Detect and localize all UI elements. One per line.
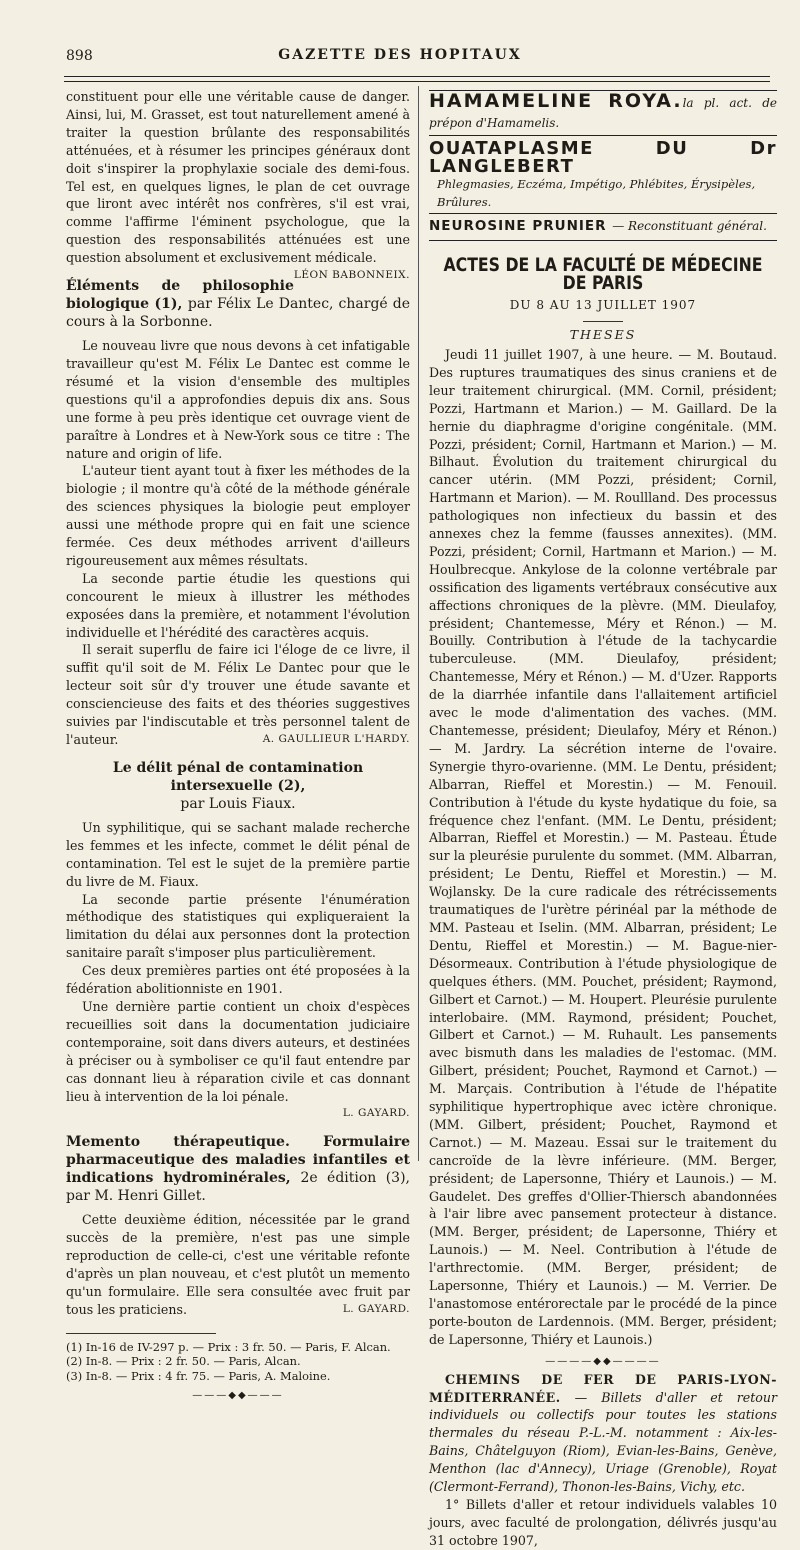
header-rule-thin	[64, 81, 770, 82]
ad-rule	[429, 240, 777, 241]
intro-paragraph: constituent pour elle une véritable cause de danger. Ainsi, lui, M. Grasset, est tout naturellement amené à traiter la question brûlante des responsabilités atténuées, et à résumer les principes généraux dont doit s'inspirer la prophylaxie sociale des demi-fous. Tel est, en quelques lignes, le plan de cet ouvrage que liront avec intérêt nos confrères, s'il est vrai, comme l'affirme l'éminent psychologue, que la question des responsabilités atténuées est une question absolument et exclusivement médicale. LÉON BABONNEIX.	[66, 88, 410, 267]
article-title-philosophie: Éléments de philosophie biologique (1), par Félix Le Dantec, chargé de cours à la Sorbonne.	[66, 278, 410, 331]
signature: L. GAYARD.	[342, 1107, 410, 1120]
column-divider	[418, 86, 419, 1161]
right-column	[429, 88, 777, 1550]
article-title-delit: Le délit pénal de contamination intersexuelle (2), par Louis Fiaux.	[112, 759, 364, 812]
footnote-rule	[66, 1333, 216, 1334]
article-paragraph: Une dernière partie contient un choix d'espèces recueillies soit dans la documentation judiciaire contemporaine, soit dans divers auteurs, et destinées à préciser ou à symboliser ce qu'il faut entendre par cas donnant lieu à réparation civile et cas donnant lieu à intervention de la loi pénale.	[66, 998, 410, 1104]
article-paragraph: La seconde partie étudie les questions qui concourent le mieux à illustrer les méthodes exposées dans la première, et notamment l'évolution individuelle et l'hérédité des caractères acquis.	[66, 570, 410, 640]
article-paragraph: Cette deuxième édition, nécessitée par le grand succès de la première, n'est pas une simple reproduction de celle-ci, c'est une véritable refonte d'après un plan nouveau, et c'est plutôt un memento qu'un formulaire. Elle sera consultée avec fruit par tous les praticiens. L. GAYARD.	[66, 1212, 410, 1317]
signature: A. GAULLIEUR L'HARDY.	[262, 733, 410, 745]
article-paragraph: Ces deux premières parties ont été proposées à la fédération abolitionniste en 1901.	[66, 963, 410, 997]
article-paragraph: L'auteur tient ayant tout à fixer les méthodes de la biologie ; il montre qu'à côté de la méthode générale des sciences physiques la biologie peut employer aussi une méthode propre qui en fait une science fermée. Ces deux méthodes arrivent d'ailleurs rigoureusement aux mêmes résultats.	[66, 463, 410, 568]
ad-hamameline: HAMAMELINE ROYA.la pl. act. de prépon d'Hamamelis.	[429, 90, 777, 130]
theses-heading: THESES	[569, 327, 637, 343]
ad-neurosine: NEUROSINE PRUNIER — Reconstituant général.	[429, 218, 767, 235]
footnote: (2) In-8. — Prix : 2 fr. 50. — Paris, Alcan.	[66, 1354, 301, 1369]
ad-ouataplasme-sub: Phlegmasies, Eczéma, Impétigo, Phlébites, Érysipèles, Brûlures.	[437, 176, 756, 209]
ad-rule	[429, 213, 777, 214]
acts-date: DU 8 AU 13 JUILLET 1907	[509, 298, 697, 313]
intro-signature: LÉON BABONNEIX.	[293, 269, 410, 282]
header-rule	[64, 76, 770, 77]
left-column	[66, 88, 410, 1405]
ad-rule	[429, 135, 777, 136]
footnote: (3) In-8. — Prix : 4 fr. 75. — Paris, A. Maloine.	[66, 1368, 331, 1383]
article-paragraph: Le nouveau livre que nous devons à cet infatigable travailleur qu'est M. Félix Le Dantec est comme le résumé et la vision d'ensemble des multiples questions qu'il a approfondies depuis dix ans. Sous une forme à peu près identique cet ouvrage vient de paraître à Londres et à New-York sous ce titre : The nature and origin of life.	[66, 338, 410, 461]
signature: L. GAYARD.	[342, 1302, 410, 1315]
ornament: ———◆◆———	[192, 1390, 284, 1402]
theses-text: Jeudi 11 juillet 1907, à une heure. — M. Boutaud. Des ruptures traumatiques des sinus craniens et de leur traitement chirurgical. (MM. Cornil, président; Pozzi, Hartmann et Marion.) — M. Gaillard. De la hernie du diaphragme d'origine congénitale. (MM. Pozzi, président; Cornil, Hartmann et Marion.) — M. Bilhaut. Évolution du traitement chirurgical du cancer utérin. (MM Pozzi, président; Cornil, Hartmann et Marion). — M. Roullland. Des processus pathologiques non infectieux du bassin et des annexes chez la femme (fausses annexites). (MM. Pozzi, président; Cornil, Hartmann et Marion.) — M. Houlbrecque. Ankylose de la colonne vertébrale par ossification des ligaments vertébraux consécutive aux affections chroniques de la plèvre. (MM. Dieulafoy, président; Chantemesse, Méry et Rénon.) — M. Bouilly. Contribution à l'étude de la tachycardie tuberculeuse. (MM. Dieulafoy, président; Chantemesse, Méry et Rénon.) — M. d'Uzer. Rapports de la diarrhée infantile dans l'allaitement artificiel avec le mode d'alimentation des vaches. (MM. Chantemesse, président; Dieulafoy, Méry et Rénon.) — M. Jardry. La sécrétion interne de l'ovaire. Synergie thyro-ovarienne. (MM. Le Dentu, président; Albarran, Rieffel et Morestin.) — M. Fenouil. Contribution à l'étude du kyste hydatique du foie, sa fréquence chez l'enfant. (MM. Le Dentu, président; Albarran, Rieffel et Morestin.) — M. Pasteau. Étude sur la pleurésie purulente du sommet. (MM. Albarran, président; Le Dentu, Rieffel et Morestin.) — M. Wojlansky. De la cure radicale des rétrécissements traumatiques de l'urètre périnéal par la méthode de MM. Pasteau et Iselin. (MM. Albarran, président; Le Dentu, Rieffel et Morestin.) — M. Bague-nier-Désormeaux. Contribution à l'étude physiologique de quelques éthers. (MM. Pouchet, président; Raymond, Gilbert et Carnot.) — M. Houpert. Pleurésie purulente interlobaire. (MM. Raymond, président; Pouchet, Gilbert et Carnot.) — M. Ruhault. Les pansements avec bismuth dans les maladies de l'estomac. (MM. Gilbert, président; Pouchet, Raymond et Carnot.) — M. Marçais. Contribution à l'étude de l'hépatite syphilitique hypertrophique avec ictère chronique. (MM. Gilbert, président; Pouchet, Raymond et Carnot.) — M. Mazeau. Essai sur le traitement du cancroïde de la lèvre inférieure. (MM. Berger, président; de Lapersonne, Thiéry et Launois.) — M. Gaudelet. Des greffes d'Ollier-Thiersch abandonnées à l'air libre avec pansement protecteur à distance. (MM. Berger, président; de Lapersonne, Thiéry et Launois.) — M. Neel. Contribution à l'étude de l'arthrectomie. (MM. Berger, président; de Lapersonne, Thiéry et Launois.) — M. Verrier. De l'anastomose entérorectale par le procédé de la pince porte-bouton de Lardennois. (MM. Berger, président; de Lapersonne, Thiéry et Launois.)	[429, 346, 777, 1347]
page-number: 898	[66, 48, 93, 64]
running-head: GAZETTE DES HOPITAUX	[278, 47, 522, 63]
ornament: ————◆◆————	[545, 1355, 661, 1367]
ad-ouataplasme: OUATAPLASME DU Dr LANGLEBERT	[429, 137, 777, 177]
chemins-paragraph: CHEMINS DE FER DE PARIS-LYON-MÉDITERRANÉE. — Billets d'aller et retour individuels ou collectifs pour toutes les stations thermales du réseau P.-L.-M. notamment : Aix-les-Bains, Châtelguyon (Riom), Evian-les-Bains, Genève, Menthon (lac d'Annecy), Uriage (Grenoble), Royat (Clermont-Ferrand), Thonon-les-Bains, Vichy, etc.	[429, 1371, 777, 1495]
article-paragraph: La seconde partie présente l'énumération méthodique des statistiques qui expliqueraient la limitation du délai aux personnes dont la protection sanitaire paraît s'imposer plus particulièrement.	[66, 891, 410, 961]
article-paragraph: Un syphilitique, qui se sachant malade recherche les femmes et les infecte, commet le délit pénal de contamination. Tel est le sujet de la première partie du livre de M. Fiaux.	[66, 819, 410, 889]
chemins-paragraph-2: 1° Billets d'aller et retour individuels valables 10 jours, avec faculté de prolongation, délivrés jusqu'au 31 octobre 1907,	[429, 1496, 777, 1548]
short-rule	[583, 321, 623, 322]
footnote: (1) In-16 de IV-297 p. — Prix : 3 fr. 50. — Paris, F. Alcan.	[66, 1339, 391, 1354]
acts-title: ACTES DE LA FACULTÉ DE MÉDECINE DE PARIS	[443, 254, 763, 295]
article-title-memento: Memento thérapeutique. Formulaire pharmaceutique des maladies infantiles et indications hydrominérales, 2e édition (3), par M. Henri Gillet.	[66, 1134, 410, 1205]
article-paragraph: Il serait superflu de faire ici l'éloge de ce livre, il suffit qu'il soit de M. Félix Le Dantec pour que le lecteur soit sûr d'y trouver une étude savante et consciencieuse des faits et des théories suggestives suivies par l'indiscutable et très personnel talent de l'auteur. A. GAULLIEUR L'HARDY.	[66, 642, 410, 747]
